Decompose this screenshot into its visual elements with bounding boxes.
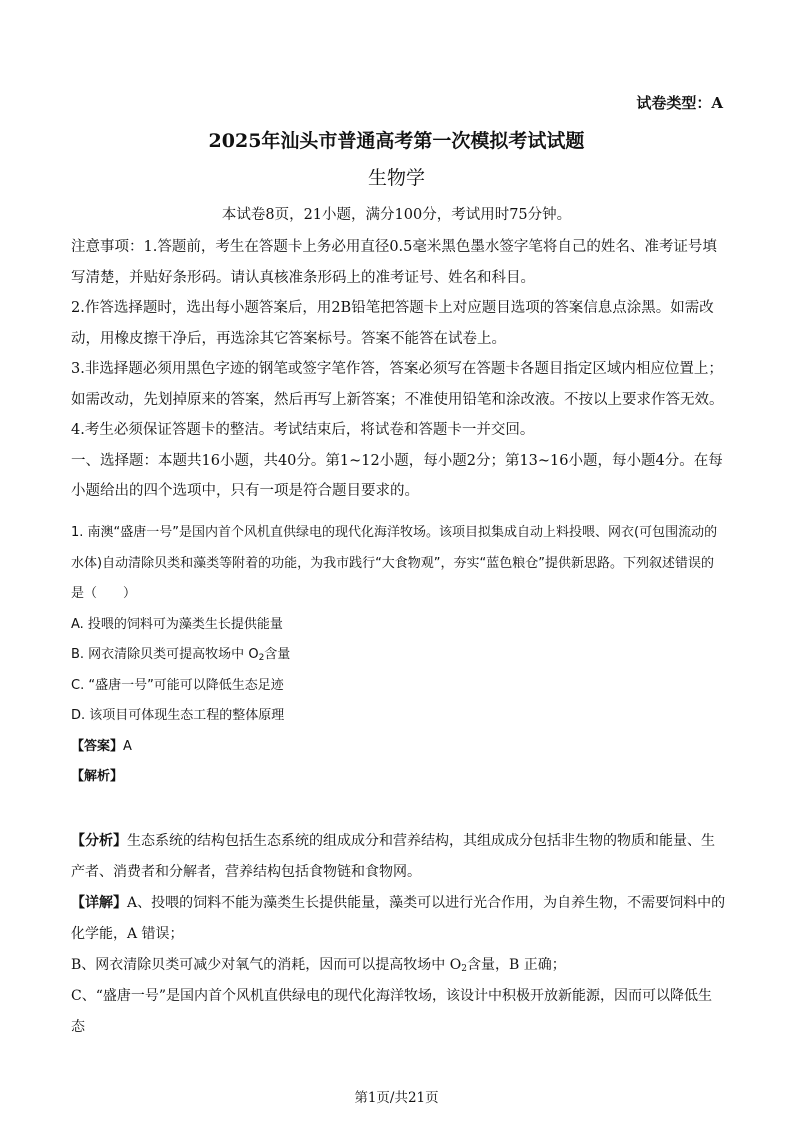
option-b-text: B. 网衣清除贝类可提高牧场中 O xyxy=(71,647,259,662)
xiangjie-b xyxy=(71,950,726,981)
note-1: 注意事项：1.答题前，考生在答题卡上务必用直径0.5毫米黑色墨水签字笔将自己的姓名、准考证号填写清楚，并贴好条形码。请认真核准条形码上的准考证号、姓名和科目。 xyxy=(71,239,717,286)
question-1 xyxy=(71,518,726,793)
answer-tag: 【答案】 xyxy=(71,738,124,754)
xiangjie-b-text: B、网衣清除贝类可减少对氧气的消耗，因而可以提高牧场中 O xyxy=(71,957,462,973)
analysis-section xyxy=(71,826,726,1043)
xiangjie-b-subscript: 2 xyxy=(461,964,467,974)
jiexi-tag: 【解析】 xyxy=(71,769,124,784)
fenxi-paragraph xyxy=(71,826,726,888)
subject-title: 生物学 xyxy=(367,167,425,189)
note-2: 2.作答选择题时，选出每小题答案后，用2B铅笔把答题卡上对应题目选项的答案信息点涂黑。如需改动，用橡皮擦干净后，再选涂其它答案标号。答案不能答在试卷上。 xyxy=(71,300,714,347)
exam-title: 2025年汕头市普通高考第一次模拟考试试题 xyxy=(208,130,585,152)
option-a: A. 投喂的饲料可为藻类生长提供能量 xyxy=(71,616,283,632)
instructions xyxy=(71,232,726,507)
option-d: D. 该项目可体现生态工程的整体原理 xyxy=(71,708,285,723)
exam-type-label: 试卷类型：A xyxy=(636,94,723,112)
fenxi-text: 生态系统的结构包括生态系统的组成成分和营养结构，其组成成分包括非生物的物质和能量、生产者、消费者和分解者，营养结构包括食物链和食物网。 xyxy=(71,833,715,880)
section-heading: 一、选择题：本题共16小题，共40分。第1~12小题，每小题2分；第13~16小题，每小题4分。在每小题给出的四个选项中，只有一项是符合题目要求的。 xyxy=(71,452,723,499)
option-b-tail: 含量 xyxy=(264,647,291,662)
option-b-subscript: 2 xyxy=(258,653,265,663)
exam-meta: 本试卷8页，21小题，满分100分，考试用时75分钟。 xyxy=(221,207,572,223)
answer-line xyxy=(71,732,726,763)
xiangjie-b-tail: 含量，B 正确； xyxy=(466,957,566,973)
question-stem: 1. 南澳“盛唐一号”是国内首个风机直供绿电的现代化海洋牧场。该项目拟集成自动上料投喂、网衣(可包围流动的水体)自动清除贝类和藻类等附着的功能，为我市践行“大食物观”，夯实“蓝色粮仓”提供新思路。下列叙述错误的是（ ） xyxy=(71,525,718,601)
page-footer: 第1页/共21页 xyxy=(354,1090,439,1106)
note-4: 4.考生必须保证答题卡的整洁。考试结束后，将试卷和答题卡一并交回。 xyxy=(71,422,535,438)
xiangjie-a xyxy=(71,888,726,950)
answer-value: A xyxy=(123,738,132,754)
xiangjie-tag: 【详解】 xyxy=(71,895,127,911)
option-c: C. “盛唐一号”可能可以降低生态足迹 xyxy=(71,677,284,693)
fenxi-tag: 【分析】 xyxy=(71,833,127,849)
note-3: 3.非选择题必须用黑色字迹的钢笔或签字笔作答，答案必须写在答题卡各题目指定区域内相应位置上；如需改动，先划掉原来的答案，然后再写上新答案；不准使用铅笔和涂改液。不按以上要求作答无效。 xyxy=(71,361,724,408)
xiangjie-a-text: A、投喂的饲料不能为藻类生长提供能量，藻类可以进行光合作用，为自养生物，不需要饲料中的化学能，A 错误； xyxy=(71,895,726,942)
xiangjie-c: C、“盛唐一号”是国内首个风机直供绿电的现代化海洋牧场，该设计中积极开放新能源，因而可以降低生态 xyxy=(71,988,713,1035)
option-b xyxy=(71,640,726,671)
jiexi-line xyxy=(71,762,726,793)
